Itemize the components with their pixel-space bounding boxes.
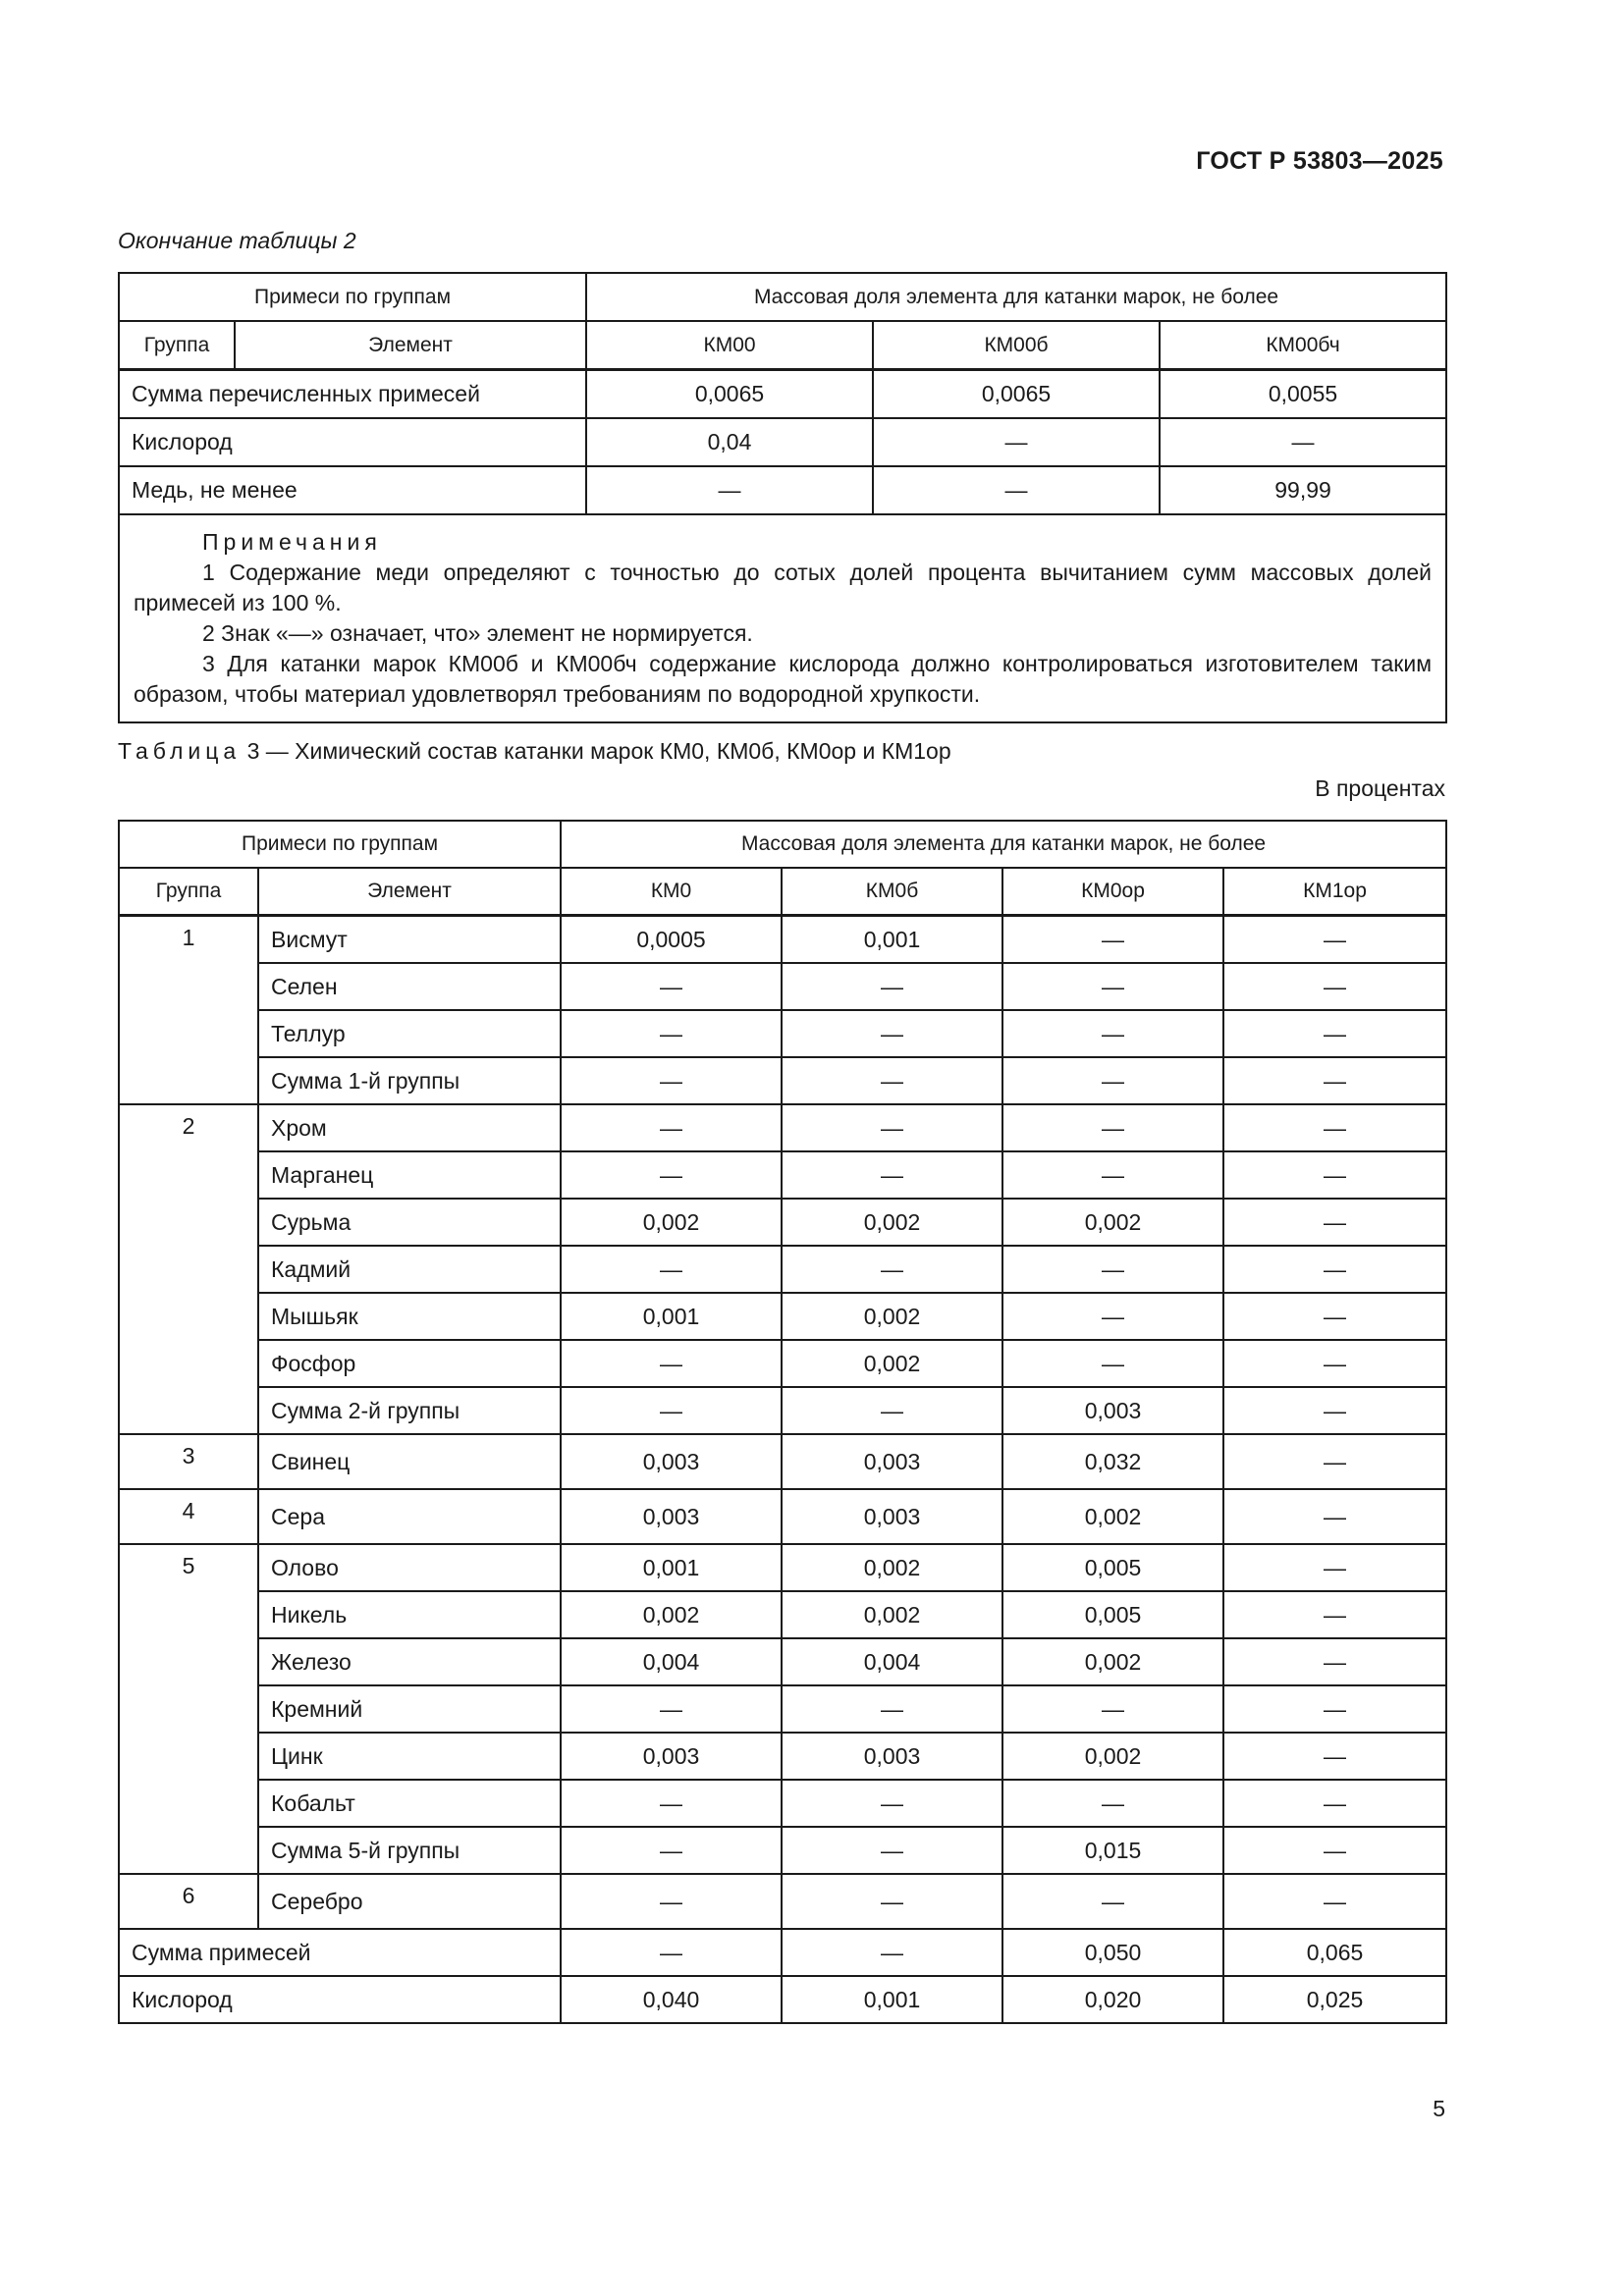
element-name: Марганец [258,1151,561,1199]
cell-value: — [1223,1827,1446,1874]
cell-value: 0,003 [1002,1387,1223,1434]
cell-value: — [1223,1780,1446,1827]
row-label: Медь, не менее [119,466,586,514]
cell-value: — [873,418,1160,466]
element-name: Железо [258,1638,561,1685]
cell-value: 0,002 [782,1199,1002,1246]
note-item: 1 Содержание меди определяют с точностью до сотых долей процента вычитанием сумм массовых долей примесей из 100 %. [134,560,1433,615]
cell-value: 99,99 [1160,466,1446,514]
cell-value: — [782,1010,1002,1057]
cell-value: 0,0065 [586,370,873,419]
table-row [119,1246,1446,1293]
cell-value: — [1160,418,1446,466]
cell-value: 0,003 [561,1434,782,1489]
cell-value: — [1002,1340,1223,1387]
cell-value: 0,002 [1002,1489,1223,1544]
table-row [119,418,1446,466]
header-element: Элемент [258,868,561,916]
cell-value: — [561,1104,782,1151]
cell-value: — [561,1010,782,1057]
cell-value: — [1002,1685,1223,1733]
group-number: 6 [119,1874,258,1929]
table-row [119,1929,1446,1976]
cell-value: — [561,1874,782,1929]
cell-value: — [1223,1591,1446,1638]
header-impurities-by-group: Примеси по группам [119,273,586,321]
cell-value: 0,0065 [873,370,1160,419]
cell-value: 0,005 [1002,1591,1223,1638]
table-row [119,1010,1446,1057]
table-row [119,466,1446,514]
group-number: 4 [119,1489,258,1544]
cell-value: — [782,1929,1002,1976]
header-grade: КМ00б [873,321,1160,370]
cell-value: 0,040 [561,1976,782,2023]
cell-value: — [1223,1685,1446,1733]
cell-value: 0,002 [1002,1199,1223,1246]
cell-value: 0,003 [782,1733,1002,1780]
cell-value: — [561,963,782,1010]
element-name: Кобальт [258,1780,561,1827]
table-row [119,1104,1446,1151]
cell-value: — [1223,1293,1446,1340]
element-name: Кадмий [258,1246,561,1293]
table-row [119,370,1446,419]
cell-value: — [1223,1434,1446,1489]
cell-value: 0,001 [782,1976,1002,2023]
table-row [119,1199,1446,1246]
cell-value: 0,04 [586,418,873,466]
element-name: Никель [258,1591,561,1638]
cell-value: 0,002 [1002,1733,1223,1780]
cell-value: — [561,1827,782,1874]
group-number: 3 [119,1434,258,1489]
cell-value: 0,004 [561,1638,782,1685]
cell-value: 0,065 [1223,1929,1446,1976]
cell-value: 0,003 [561,1733,782,1780]
cell-value: — [1223,1638,1446,1685]
table-row [119,1293,1446,1340]
cell-value: — [782,1874,1002,1929]
element-name: Висмут [258,916,561,964]
cell-value: — [561,1387,782,1434]
cell-value: — [782,1387,1002,1434]
element-name: Сумма 2-й группы [258,1387,561,1434]
cell-value: — [1223,1151,1446,1199]
cell-value: 0,015 [1002,1827,1223,1874]
header-group: Группа [119,321,235,370]
table-row [119,1387,1446,1434]
cell-value: 0,025 [1223,1976,1446,2023]
cell-value: — [561,1685,782,1733]
cell-value: 0,001 [561,1293,782,1340]
cell-value: — [561,1246,782,1293]
cell-value: — [782,1246,1002,1293]
cell-value: — [561,1929,782,1976]
cell-value: — [1002,1151,1223,1199]
cell-value: — [782,1780,1002,1827]
cell-value: — [1223,1489,1446,1544]
cell-value: — [1223,1874,1446,1929]
row-label: Сумма примесей [119,1929,561,1976]
table-row [119,1685,1446,1733]
table-row [119,1151,1446,1199]
cell-value: — [1223,1246,1446,1293]
cell-value: — [1223,1104,1446,1151]
group-number: 1 [119,916,258,1105]
table3-caption [118,738,951,765]
table-row [119,1340,1446,1387]
table-row [119,1638,1446,1685]
cell-value: 0,002 [561,1591,782,1638]
notes-title: Примечания [202,529,382,555]
cell-value: 0,001 [782,916,1002,964]
table-row [119,1780,1446,1827]
table-notes [119,514,1446,722]
cell-value: — [1223,1199,1446,1246]
cell-value: 0,003 [782,1434,1002,1489]
cell-value: 0,050 [1002,1929,1223,1976]
element-name: Олово [258,1544,561,1591]
element-name: Теллур [258,1010,561,1057]
header-grade: КМ00бч [1160,321,1446,370]
cell-value: — [1002,1293,1223,1340]
row-label: Кислород [119,418,586,466]
table-row [119,1591,1446,1638]
table-2-end [118,272,1447,723]
table-row [119,1489,1446,1544]
table2-continuation-caption: Окончание таблицы 2 [118,228,356,253]
cell-value: — [1002,1780,1223,1827]
element-name: Свинец [258,1434,561,1489]
group-number: 5 [119,1544,258,1874]
cell-value: 0,002 [782,1591,1002,1638]
cell-value: 0,004 [782,1638,1002,1685]
header-grade: КМ0ор [1002,868,1223,916]
element-name: Кремний [258,1685,561,1733]
cell-value: — [1223,1733,1446,1780]
cell-value: 0,003 [782,1489,1002,1544]
cell-value: — [782,1827,1002,1874]
cell-value: — [782,963,1002,1010]
cell-value: — [561,1151,782,1199]
cell-value: — [782,1057,1002,1104]
cell-value: — [1002,1104,1223,1151]
cell-value: 0,005 [1002,1544,1223,1591]
table-row [119,1827,1446,1874]
cell-value: — [561,1780,782,1827]
header-grade: КМ0б [782,868,1002,916]
cell-value: — [1223,1010,1446,1057]
element-name: Хром [258,1104,561,1151]
table-row [119,1733,1446,1780]
header-grade: КМ00 [586,321,873,370]
table-row [119,1874,1446,1929]
header-element: Элемент [235,321,586,370]
table-row [119,916,1446,964]
cell-value: — [873,466,1160,514]
element-name: Фосфор [258,1340,561,1387]
element-name: Сера [258,1489,561,1544]
cell-value: — [1002,1010,1223,1057]
cell-value: — [561,1340,782,1387]
table3-caption-text: 3 — Химический состав катанки марок КМ0, КМ0б, КМ0ор и КМ1ор [241,738,951,764]
document-standard-number: ГОСТ Р 53803—2025 [1196,147,1443,175]
cell-value: 0,003 [561,1489,782,1544]
table-row [119,1976,1446,2023]
element-name: Сумма 1-й группы [258,1057,561,1104]
cell-value: — [1223,1057,1446,1104]
cell-value: — [586,466,873,514]
cell-value: — [1223,1387,1446,1434]
table-row [119,1434,1446,1489]
cell-value: 0,002 [782,1293,1002,1340]
cell-value: 0,020 [1002,1976,1223,2023]
group-number: 2 [119,1104,258,1434]
cell-value: 0,0005 [561,916,782,964]
cell-value: — [1223,916,1446,964]
header-impurities-by-group: Примеси по группам [119,821,561,868]
cell-value: — [1002,1246,1223,1293]
header-mass-fraction: Массовая доля элемента для катанки марок, не более [561,821,1446,868]
table3-body [119,916,1446,2024]
cell-value: — [1223,1340,1446,1387]
cell-value: — [1002,1057,1223,1104]
table-row [119,963,1446,1010]
header-grade: КМ1ор [1223,868,1446,916]
table3-caption-label: Таблица [118,738,242,764]
cell-value: — [561,1057,782,1104]
table-3 [118,820,1447,2024]
header-grade: КМ0 [561,868,782,916]
element-name: Серебро [258,1874,561,1929]
cell-value: 0,002 [561,1199,782,1246]
cell-value: 0,032 [1002,1434,1223,1489]
element-name: Сумма 5-й группы [258,1827,561,1874]
cell-value: 0,002 [782,1340,1002,1387]
cell-value: — [1223,963,1446,1010]
cell-value: 0,002 [782,1544,1002,1591]
element-name: Сурьма [258,1199,561,1246]
page-number: 5 [1433,2096,1445,2121]
note-item: 2 Знак «—» означает, что» элемент не нормируется. [202,620,753,646]
header-mass-fraction: Массовая доля элемента для катанки марок, не более [586,273,1446,321]
table-row [119,1057,1446,1104]
note-item: 3 Для катанки марок КМ00б и КМ00бч содержание кислорода должно контролироваться изготовителем таким образом, чтобы материал удовлетворял требованиям по водородной хрупкости. [134,651,1433,707]
element-name: Цинк [258,1733,561,1780]
cell-value: — [782,1104,1002,1151]
row-label: Кислород [119,1976,561,2023]
header-group: Группа [119,868,258,916]
table-row [119,1544,1446,1591]
row-label: Сумма перечисленных примесей [119,370,586,419]
cell-value: — [1002,916,1223,964]
cell-value: — [782,1685,1002,1733]
table3-units: В процентах [1315,775,1445,801]
cell-value: — [1223,1544,1446,1591]
cell-value: — [1002,963,1223,1010]
cell-value: 0,001 [561,1544,782,1591]
cell-value: 0,0055 [1160,370,1446,419]
cell-value: 0,002 [1002,1638,1223,1685]
element-name: Селен [258,963,561,1010]
element-name: Мышьяк [258,1293,561,1340]
cell-value: — [782,1151,1002,1199]
cell-value: — [1002,1874,1223,1929]
